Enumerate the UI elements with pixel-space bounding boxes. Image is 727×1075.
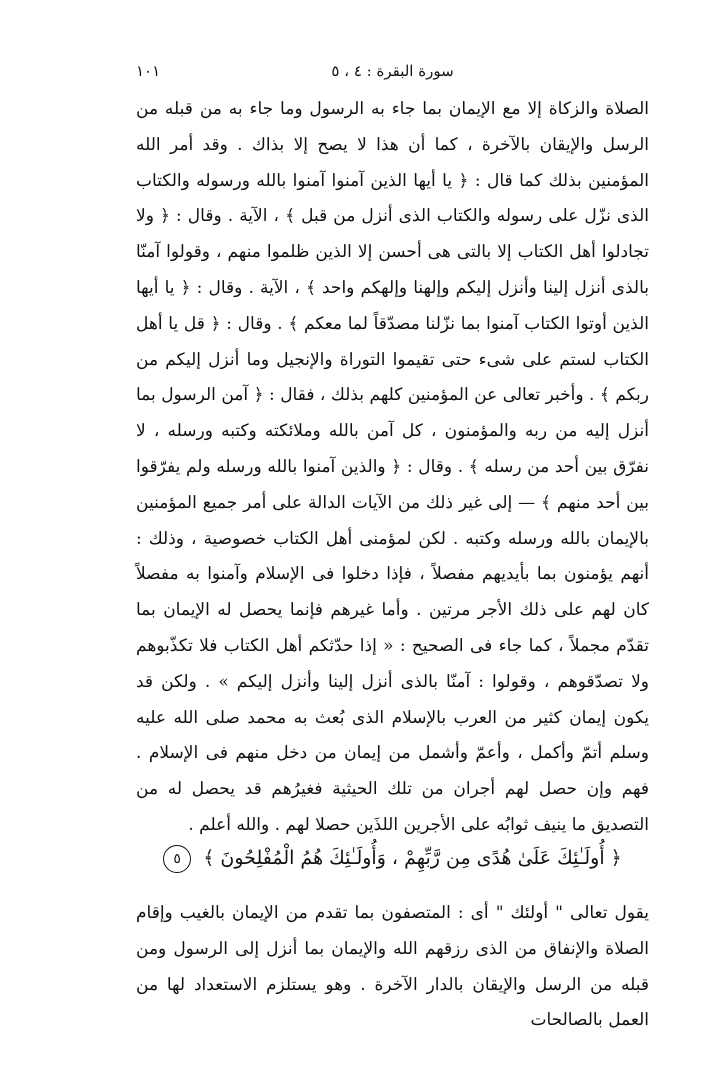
body-text xyxy=(136,92,649,844)
commentary-text xyxy=(136,896,649,1039)
verse-text: ﴿ أُولَـٰئِكَ عَلَىٰ هُدًى مِن رَّبِّهِمْ ، وَأُولَـٰئِكَ هُمُ الْمُفْلِحُونَ ﴾ xyxy=(203,847,622,869)
body-paragraph: الصلاة والزكاة إلا مع الإيمان بما جاء به الرسول وما جاء به من قبله من الرسل والإيقان بالآخرة ، كما أن هذا لا يصح إلا بذاك . وقد أمر الله المؤمنين بذلك كما قال : ﴿ يا أيها الذين آمنوا آمنوا بالله ورسوله والكتاب الذى نزّل على رسوله والكتاب الذى أنزل من قبل ﴾ ، الآية . وقال : ﴿ ولا تجادلوا أهل الكتاب إلا بالتى هى أحسن إلا الذين ظلموا منهم ، وقولوا آمنّا بالذى أنزل إلينا وأنزل إليكم وإلهنا وإلهكم واحد ﴾ ، الآية . وقال : ﴿ يا أيها الذين أوتوا الكتاب آمنوا بما نزّلنا مصدّقاً لما معكم ﴾ . وقال : ﴿ قل يا أهل الكتاب لستم على شىء حتى تقيموا التوراة والإنجيل وما أنزل إليكم من ربكم ﴾ . وأخبر تعالى عن المؤمنين كلهم بذلك ، فقال : ﴿ آمن الرسول بما أنزل إليه من ربه والمؤمنون ، كل آمن بالله وملائكته وكتبه ورسله ، لا نفرّق بين أحد من رسله ﴾ . وقال : ﴿ والذين آمنوا بالله ورسله ولم يفرّقوا بين أحد منهم ﴾ — إلى غير ذلك من الآيات الدالة على أمر جميع المؤمنين بالإيمان بالله ورسله وكتبه . لكن لمؤمنى أهل الكتاب خصوصية ، وذلك : أنهم يؤمنون بما بأيديهم مفصلاً ، فإذا دخلوا فى الإسلام وآمنوا به مفصلاً كان لهم على ذلك الأجر مرتين . وأما غيرهم فإنما يحصل له الإيمان بما تقدّم مجملاً ، كما جاء فى الصحيح : « إذا حدّثكم أهل الكتاب فلا تكذّبوهم ولا تصدّقوهم ، وقولوا : آمنّا بالذى أنزل إلينا وأنزل إليكم » . ولكن قد يكون إيمان كثير من العرب بالإسلام الذى بُعث به محمد صلى الله عليه وسلم أتمّ وأكمل ، وأعمّ وأشمل من إيمان من دخل منهم فى الإسلام . فهم وإن حصل لهم أجران من تلك الحيثية فغيرُهم قد يحصل له من التصديق ما ينيف ثوابُه على الأجرين اللذَين حصلا لهم . والله أعلم . xyxy=(136,99,649,835)
page-header xyxy=(136,62,649,84)
running-title: سورة البقرة : ٤ ، ٥ xyxy=(331,62,454,80)
quran-verse xyxy=(136,838,649,878)
verse-number-marker: ٥ xyxy=(163,845,191,873)
page-number: ١٠١ xyxy=(136,62,161,80)
commentary-paragraph: يقول تعالى " أولئك " أى : المتصفون بما تقدم من الإيمان بالغيب وإقام الصلاة والإنفاق من الذى رزقهم الله والإيمان بما أنزل إلى الرسول ومن قبله من الرسل والإيقان بالدار الآخرة . وهو يستلزم الاستعداد لها من العمل بالصالحات xyxy=(136,903,649,1031)
